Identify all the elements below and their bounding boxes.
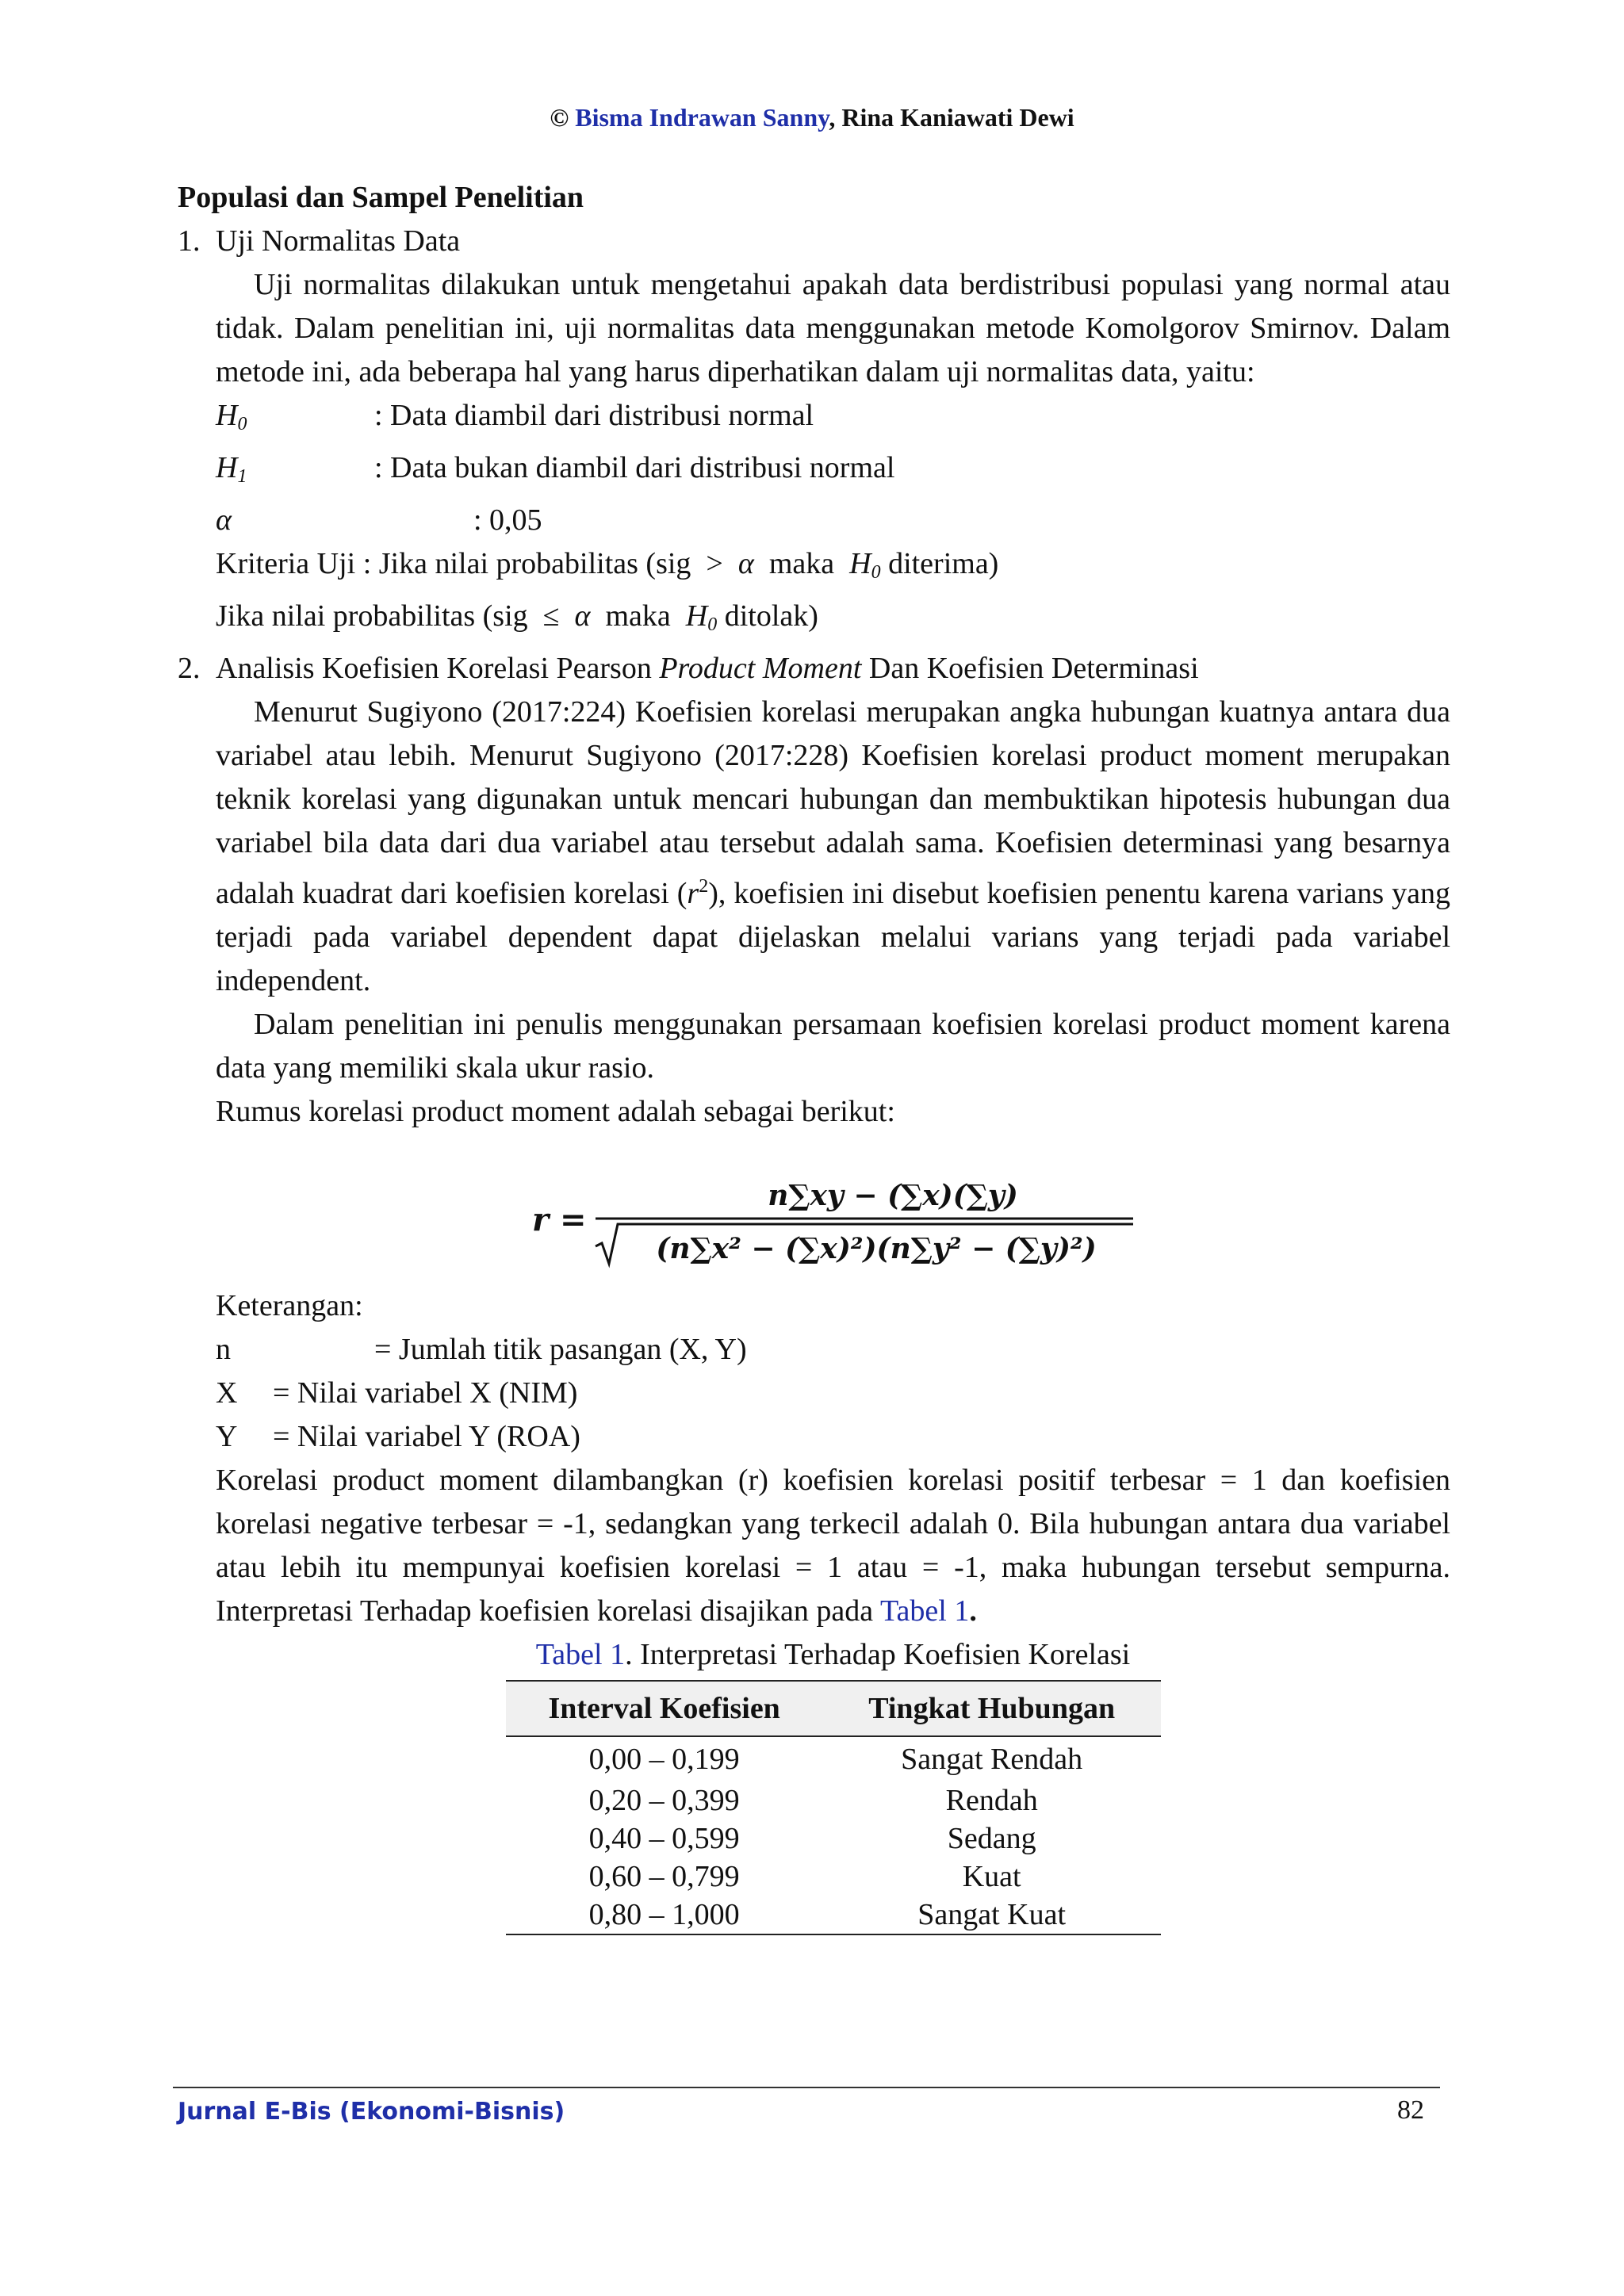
kriteria-line-1: Kriteria Uji : Jika nilai probabilitas (sig > α maka $H_0$ diterima) xyxy=(216,547,999,583)
list-item-2 xyxy=(178,647,1450,691)
formula-numerator: n∑xy − (∑x)(∑y) xyxy=(767,1179,1018,1212)
paragraph-sugiyono: Menurut Sugiyono (2017:224) Koefisien korelasi merupakan angka hubungan kuatnya antara dua variabel atau lebih. Menurut Sugiyono (2017:228) Koefisien korelasi product moment merupakan teknik korelasi yang digunakan untuk mencari hubungan dan membuktikan hipotesis hubungan dua variabel bila data dari dua variabel atau tersebut adalah sama. Koefisien determinasi yang besarnya adalah kuadrat dari koefisien korelasi $(r^2)$, koefisien ini disebut koefisien penentu karena varians yang terjadi pada variabel dependent dapat dijelaskan melalui varians yang terjadi pada variabel independent. xyxy=(216,695,1450,997)
paragraph-rumus: Rumus korelasi product moment adalah sebagai berikut: xyxy=(216,1095,895,1128)
ket-symbol: Y xyxy=(216,1420,238,1453)
h0-text: : Data diambil dari distribusi normal xyxy=(374,399,814,432)
cell-tingkat: Kuat xyxy=(962,1860,1021,1893)
copyright-symbol: © xyxy=(550,103,569,132)
list-title: Analisis Koefisien Korelasi Pearson Product Moment Dan Koefisien Determinasi xyxy=(216,652,1199,685)
cell-tingkat: Rendah xyxy=(945,1784,1038,1817)
kriteria-line-2: Jika nilai probabilitas (sig ≤ α maka $H_0$ ditolak) xyxy=(216,599,818,635)
coefficient-table xyxy=(506,1680,1161,1935)
correlation-formula xyxy=(216,1175,1450,1270)
ket-text: = Nilai variabel Y (ROA) xyxy=(273,1420,580,1453)
page-number: 82 xyxy=(1397,2095,1424,2125)
cell-interval: 0,00 – 0,199 xyxy=(588,1743,740,1776)
list-number: 1. xyxy=(178,224,201,258)
table-row xyxy=(506,1781,1161,1820)
keterangan-n xyxy=(216,1328,1450,1372)
cell-tingkat: Sangat Kuat xyxy=(823,1896,1161,1934)
cell-interval: 0,20 – 0,399 xyxy=(588,1784,740,1817)
author-link-1[interactable]: Bisma Indrawan Sanny xyxy=(575,103,829,132)
formula-denominator: (n∑x² − (∑x)²)(n∑y² − (∑y)²) xyxy=(655,1232,1097,1265)
ket-text: = Jumlah titik pasangan (X, Y) xyxy=(374,1333,747,1366)
section-title: Populasi dan Sampel Penelitian xyxy=(178,181,584,214)
paragraph-korelasi: Korelasi product moment dilambangkan (r) koefisien korelasi positif terbesar = 1 dan koefisien korelasi negative terbesar = -1, sedangkan yang terkecil adalah 0. Bila hubungan antara dua variabel atau lebih itu mempunyai koefisien korelasi = 1 atau = -1, maka hubungan tersebut sempurna. Interpretasi Terhadap koefisien korelasi disajikan pada Tabel 1. xyxy=(216,1464,1450,1628)
h1-symbol: $H_1$ xyxy=(216,451,247,487)
keterangan-label: Keterangan: xyxy=(216,1289,363,1322)
cell-interval: 0,60 – 0,799 xyxy=(588,1860,740,1893)
table-row xyxy=(506,1896,1161,1934)
table-row xyxy=(506,1820,1161,1858)
ket-symbol: n xyxy=(216,1333,231,1366)
item1-body xyxy=(216,263,1450,647)
hypothesis-h0 xyxy=(216,394,1450,446)
ket-text: = Nilai variabel X (NIM) xyxy=(273,1376,578,1410)
main-content xyxy=(178,176,1450,1935)
keterangan-x xyxy=(216,1372,1450,1415)
alpha-text: : 0,05 xyxy=(473,503,542,537)
alpha-symbol: α xyxy=(216,503,232,537)
alpha-row xyxy=(216,499,1450,542)
hypothesis-h1 xyxy=(216,446,1450,499)
list-item-1 xyxy=(178,220,1450,263)
table-caption: Tabel 1. Interpretasi Terhadap Koefisien Korelasi xyxy=(535,1638,1131,1671)
ket-symbol: X xyxy=(216,1376,238,1410)
h1-text: : Data bukan diambil dari distribusi normal xyxy=(374,451,895,484)
cell-interval: 0,40 – 0,599 xyxy=(588,1822,740,1855)
table-1-link[interactable]: Tabel 1 xyxy=(879,1594,970,1628)
journal-name: Jurnal E-Bis (Ekonomi-Bisnis) xyxy=(178,2098,565,2126)
table-row xyxy=(506,1736,1161,1781)
list-number: 2. xyxy=(178,652,201,685)
author-2: Rina Kaniawati Dewi xyxy=(841,103,1074,132)
list-title: Uji Normalitas Data xyxy=(216,224,461,258)
paragraph-method: Dalam penelitian ini penulis menggunakan persamaan koefisien korelasi product moment karena data yang memiliki skala ukur rasio. xyxy=(216,1008,1450,1085)
cell-interval: 0,80 – 1,000 xyxy=(506,1896,823,1934)
item2-body xyxy=(216,691,1450,1935)
column-header-tingkat: Tingkat Hubungan xyxy=(823,1681,1161,1736)
paragraph: Uji normalitas dilakukan untuk mengetahui apakah data berdistribusi populasi yang normal atau tidak. Dalam penelitian ini, uji normalitas data menggunakan metode Komolgorov Smirnov. Dalam metode ini, ada beberapa hal yang harus diperhatikan dalam uji normalitas data, yaitu: xyxy=(216,268,1450,388)
formula-lhs: r = xyxy=(531,1201,587,1238)
h0-symbol: $H_0$ xyxy=(216,399,247,434)
table-caption-link[interactable]: Tabel 1 xyxy=(535,1638,626,1671)
column-header-interval: Interval Koefisien xyxy=(506,1681,823,1736)
cell-tingkat: Sedang xyxy=(947,1822,1036,1855)
table-1 xyxy=(216,1633,1450,1935)
author-separator: , xyxy=(829,103,836,132)
footer-divider xyxy=(173,2087,1440,2088)
running-header xyxy=(0,101,1624,133)
cell-tingkat: Sangat Rendah xyxy=(901,1743,1083,1776)
table-row xyxy=(506,1858,1161,1896)
formula-svg xyxy=(532,1175,1135,1270)
keterangan-y xyxy=(216,1415,1450,1459)
